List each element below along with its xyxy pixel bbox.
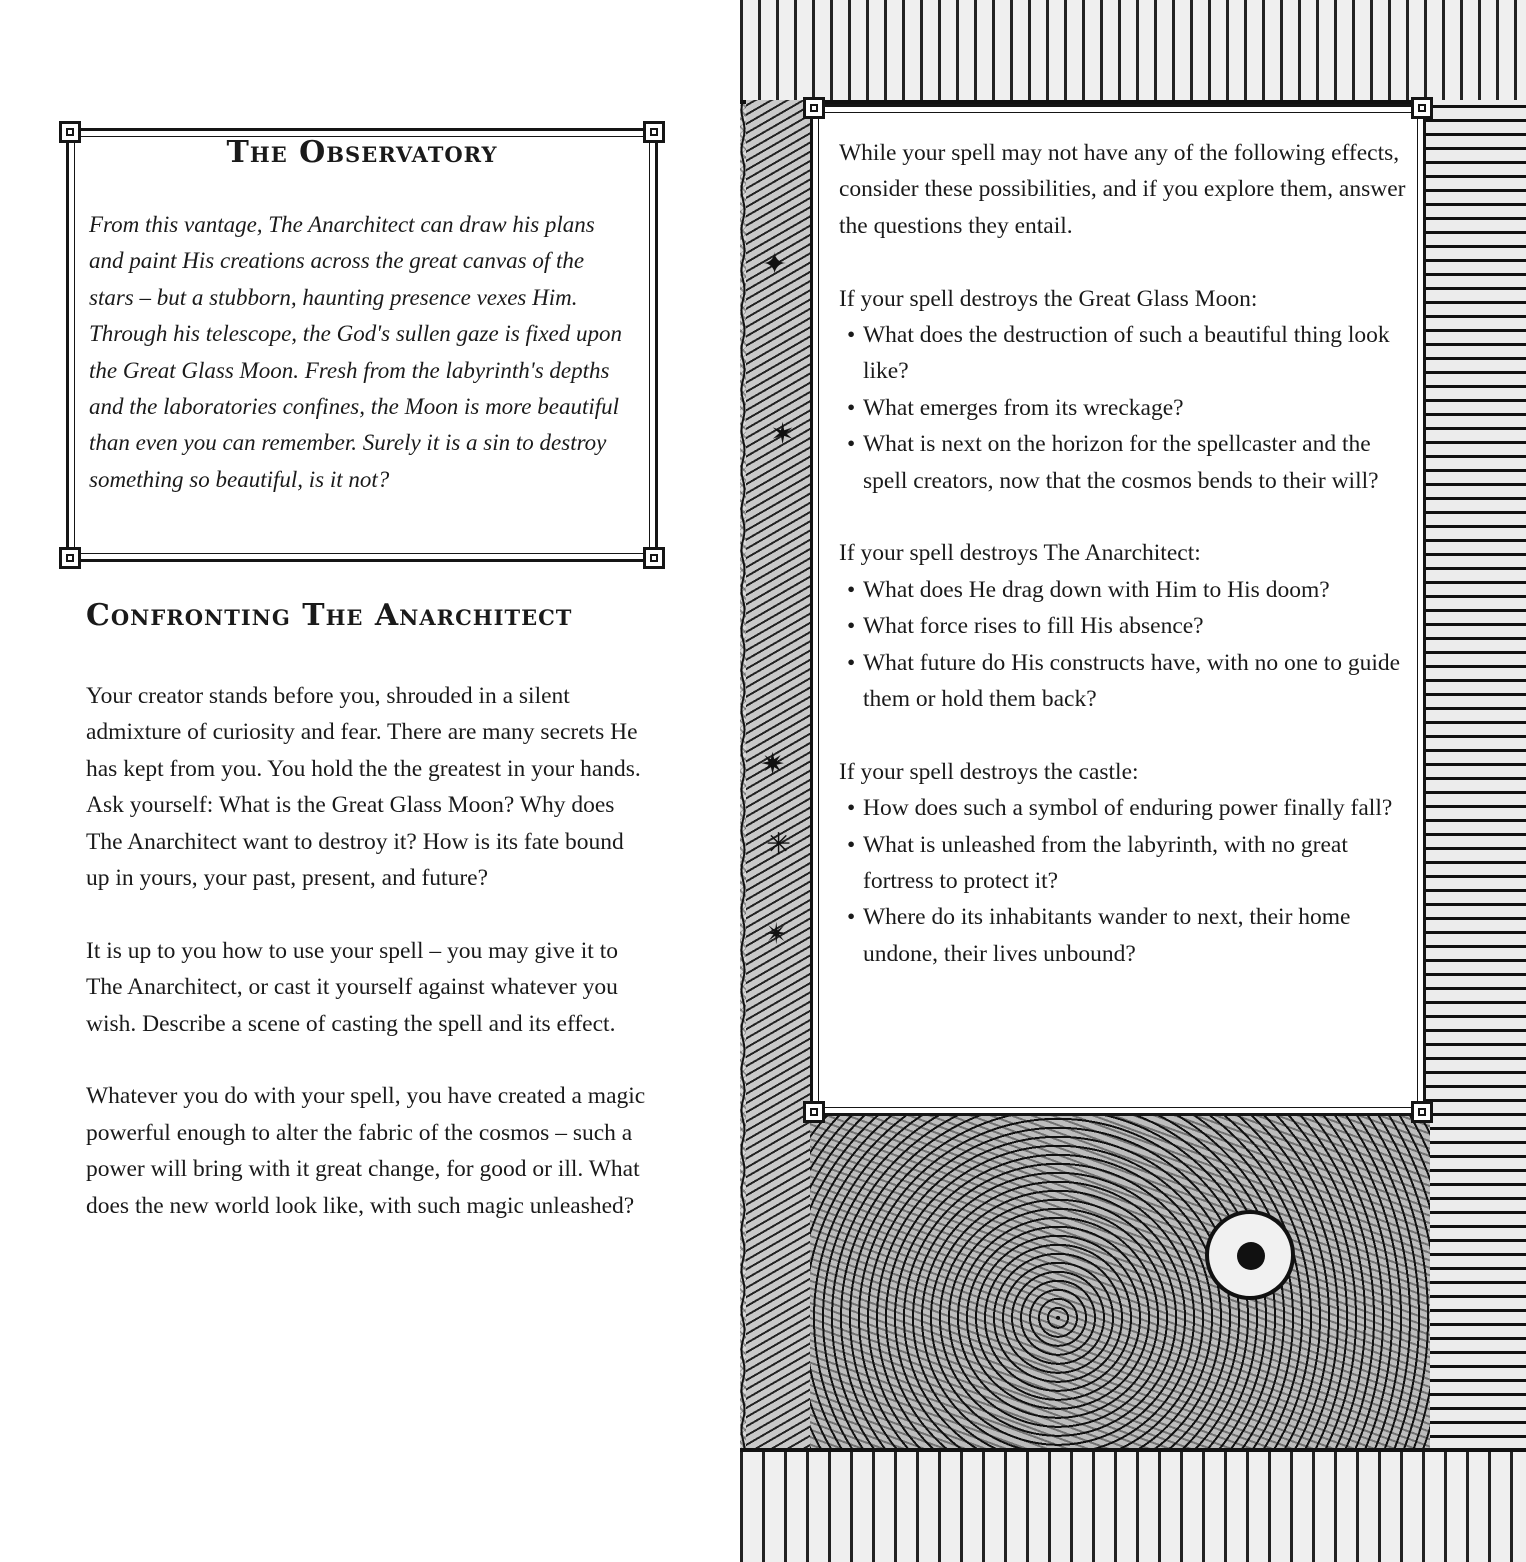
effect-heading: If your spell destroys the castle:	[839, 758, 1139, 785]
star-icon: ✶	[770, 417, 796, 452]
ornamental-top-band	[740, 0, 1526, 104]
star-icon: ✦	[762, 247, 788, 282]
question-item: • What emerges from its wreckage?	[839, 390, 1419, 426]
question-item: • What is unleashed from the labyrinth, with no great fortress to protect it?	[839, 827, 1419, 900]
question-item: • Where do its inhabitants wander to next, their home undone, their lives unbound?	[839, 899, 1419, 972]
box-corner-ornament	[59, 121, 81, 143]
box-corner-ornament	[59, 547, 81, 569]
effects-text	[839, 135, 1419, 972]
question-list	[839, 790, 1419, 972]
star-icon: ✳	[766, 827, 792, 862]
ornamental-pillar	[1422, 100, 1526, 1452]
question-item: • What is next on the horizon for the spellcaster and the spell creators, now that the cosmos bends to their will?	[839, 426, 1419, 499]
section-title: Confronting The Anarchitect	[86, 598, 573, 633]
question-item: • What force rises to fill His absence?	[839, 608, 1419, 644]
ornamental-bottom-band	[740, 1448, 1526, 1562]
question-item: • How does such a symbol of enduring power finally fall?	[839, 790, 1419, 826]
box-corner-ornament	[803, 1101, 825, 1123]
engraving-scene	[810, 1115, 1430, 1453]
box-corner-ornament	[803, 97, 825, 119]
effect-heading: If your spell destroys The Anarchitect:	[839, 540, 1201, 567]
paragraph: Whatever you do with your spell, you have created a magic powerful enough to alter the fabric of the cosmos – such a power will bring with it great change, for good or ill. What does the new world look like, with such magic unleashed?	[86, 1083, 646, 1219]
effects-text-box	[810, 104, 1426, 1116]
left-page	[0, 0, 740, 1562]
eye-icon	[1205, 1210, 1295, 1300]
box-corner-ornament	[1411, 97, 1433, 119]
star-icon: ✴	[764, 917, 790, 952]
question-list	[839, 572, 1419, 718]
box-corner-ornament	[1411, 1101, 1433, 1123]
effect-heading: If your spell destroys the Great Glass Moon:	[839, 285, 1258, 312]
question-list	[839, 317, 1419, 499]
box-corner-ornament	[643, 121, 665, 143]
paragraph: Your creator stands before you, shrouded in a silent admixture of curiosity and fear. There are many secrets He has kept from you. You hold the the greatest in your hands. Ask yourself: What is the Great Glass Moon? Why does The Anarchitect want to destroy it? How is its fate bound up in yours, your past, present, and future?	[86, 683, 641, 892]
section-body	[86, 678, 646, 1260]
right-page-illustration	[740, 0, 1526, 1562]
observatory-sidebar-box	[66, 128, 658, 562]
question-item: • What does the destruction of such a beautiful thing look like?	[839, 317, 1419, 390]
observatory-body: From this vantage, The Anarchitect can draw his plans and paint His creations across the great canvas of the stars – but a stubborn, haunting presence vexes Him. Through his telescope, the God's sullen gaze is fixed upon the Great Glass Moon. Fresh from the labyrinth's depths and the laboratories confines, the Moon is more beautiful than even you can remember. Surely it is a sin to destroy something so beautiful, is it not?	[89, 212, 623, 492]
box-corner-ornament	[643, 547, 665, 569]
question-item: • What future do His constructs have, with no one to guide them or hold them back?	[839, 645, 1419, 718]
question-item: • What does He drag down with Him to His doom?	[839, 572, 1419, 608]
observatory-title: The Observatory	[226, 135, 498, 170]
effects-intro: While your spell may not have any of the following effects, consider these possibilities, and if you explore them, answer the questions they entail.	[839, 140, 1406, 239]
paragraph: It is up to you how to use your spell – you may give it to The Anarchitect, or cast it yourself against whatever you wish. Describe a scene of casting the spell and its effect.	[86, 937, 618, 1037]
star-icon: ✷	[760, 747, 786, 782]
